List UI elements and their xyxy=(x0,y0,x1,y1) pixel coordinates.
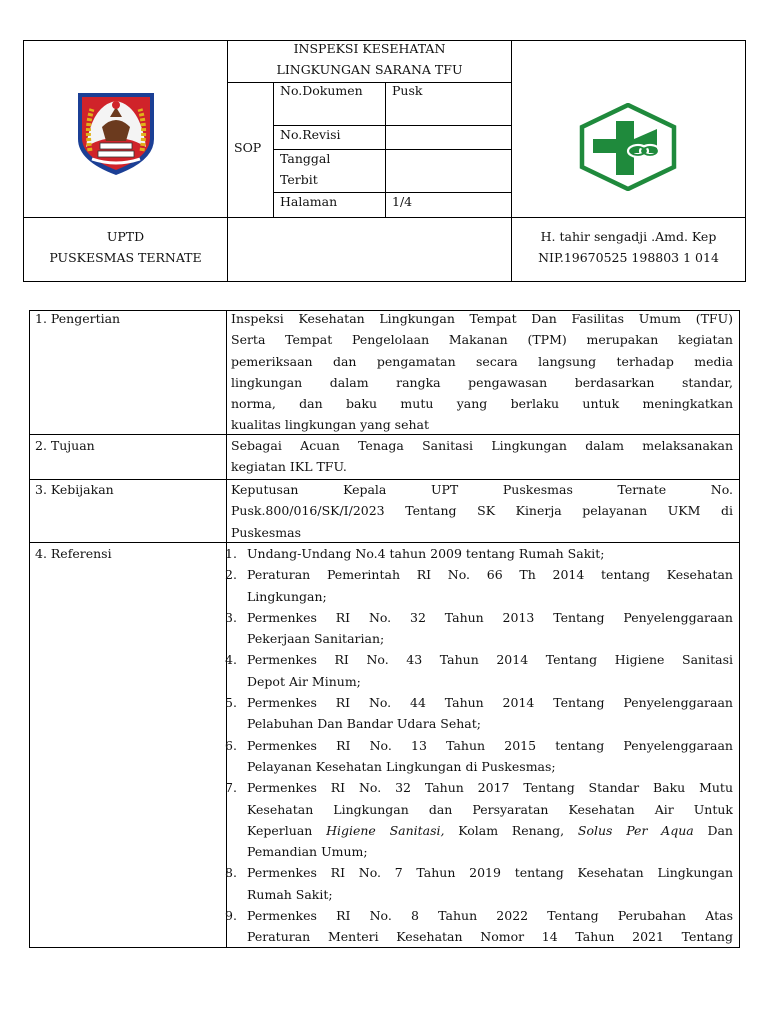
section-body-kebijakan xyxy=(231,479,733,543)
section-label-pengertian: 1. Pengertian xyxy=(35,311,121,326)
reference-item xyxy=(225,777,733,862)
reference-item xyxy=(225,905,733,948)
kebijakan-line: Keputusan Kepala UPT Puskesmas Ternate No. xyxy=(231,482,733,497)
reference-line: Peraturan Pemerintah RI No. 66 Th 2014 tentang Kesehatan xyxy=(247,567,733,583)
reference-item xyxy=(225,862,733,905)
reference-number: 5. xyxy=(225,695,237,711)
reference-line: Pelabuhan Dan Bandar Udara Sehat; xyxy=(247,716,481,732)
pengertian-line: Serta Tempat Pengelolaan Makanan (TPM) merupakan kegiatan xyxy=(231,332,733,348)
section-body-tujuan xyxy=(231,435,733,478)
reference-line: Permenkes RI No. 44 Tahun 2014 Tentang Penyelenggaraan xyxy=(247,695,733,711)
reference-item xyxy=(225,564,733,607)
reference-italic-text: Higiene Sanitasi, xyxy=(326,822,445,838)
reference-item xyxy=(225,543,733,564)
reference-italic-text: Solus Per Aqua xyxy=(577,822,694,838)
reference-line: Undang-Undang No.4 tahun 2009 tentang Rumah Sakit; xyxy=(247,546,605,561)
reference-line: Peraturan Menteri Kesehatan Nomor 14 Tahun 2021 Tentang xyxy=(247,929,733,945)
reference-line: Pemandian Umum; xyxy=(247,844,368,860)
pengertian-line: pemeriksaan dan pengamatan secara langsung terhadap media xyxy=(231,353,733,369)
reference-item xyxy=(225,735,733,778)
signer-nip: NIP.19670525 198803 1 014 xyxy=(538,250,719,265)
reference-text: Kolam Renang, xyxy=(444,822,578,838)
reference-line: Permenkes RI No. 13 Tahun 2015 tentang Penyelenggaraan xyxy=(247,737,733,753)
halaman-label: Halaman xyxy=(280,194,338,209)
reference-line: Depot Air Minum; xyxy=(247,673,361,689)
reference-number: 9. xyxy=(225,908,237,924)
reference-line-mixed xyxy=(247,820,733,841)
tanggal-terbit-label-line2: Terbit xyxy=(280,172,318,187)
sop-label: SOP xyxy=(234,140,262,155)
reference-item xyxy=(225,607,733,650)
puskesmas-logo xyxy=(579,103,677,191)
pengertian-line: Inspeksi Kesehatan Lingkungan Tempat Dan Fasilitas Umum (TFU) xyxy=(231,311,733,326)
reference-line: Permenkes RI No. 43 Tahun 2014 Tentang Higiene Sanitasi xyxy=(247,652,733,668)
reference-number: 6. xyxy=(225,737,237,753)
reference-number: 2. xyxy=(225,567,237,583)
section-body-referensi xyxy=(225,543,733,948)
reference-item xyxy=(225,649,733,692)
reference-number: 8. xyxy=(225,865,237,881)
section-label-tujuan: 2. Tujuan xyxy=(35,438,95,453)
pengertian-line: norma, dan baku mutu yang berlaku untuk meningkatkan xyxy=(231,396,733,412)
doc-title-line1: INSPEKSI KESEHATAN xyxy=(293,41,446,56)
reference-text: Dan xyxy=(693,822,733,838)
reference-line: Kesehatan Lingkungan dan Persyaratan Kesehatan Air Untuk xyxy=(247,801,733,817)
kebijakan-line: Puskesmas xyxy=(231,524,301,540)
reference-line: Pelayanan Kesehatan Lingkungan di Puskesmas; xyxy=(247,758,556,774)
tujuan-line: kegiatan IKL TFU. xyxy=(231,459,347,475)
reference-number: 4. xyxy=(225,652,237,668)
reference-line: Permenkes RI No. 7 Tahun 2019 tentang Kesehatan Lingkungan xyxy=(247,865,733,881)
pengertian-line: lingkungan dalam rangka pengawasan berdasarkan standar, xyxy=(231,374,733,390)
no-dokumen-label: No.Dokumen xyxy=(280,83,363,98)
regency-coat-of-arms-logo xyxy=(72,87,160,177)
section-label-referensi: 4. Referensi xyxy=(35,546,112,561)
reference-line: Permenkes RI No. 32 Tahun 2013 Tentang Penyelenggaraan xyxy=(247,609,733,625)
reference-line: Pekerjaan Sanitarian; xyxy=(247,631,385,647)
reference-number: 1. xyxy=(225,546,237,561)
reference-line: Lingkungan; xyxy=(247,588,327,604)
reference-number: 7. xyxy=(225,780,237,796)
org-line1: UPTD xyxy=(106,229,145,244)
reference-item xyxy=(225,692,733,735)
section-label-kebijakan: 3. Kebijakan xyxy=(35,482,114,497)
section-body-pengertian xyxy=(231,308,733,436)
org-line2: PUSKESMAS TERNATE xyxy=(49,250,202,265)
no-dokumen-value: Pusk xyxy=(392,83,423,98)
tujuan-line: Sebagai Acuan Tenaga Sanitasi Lingkungan dalam melaksanakan xyxy=(231,438,733,453)
signer-name: H. tahir sengadji .Amd. Kep xyxy=(540,229,717,244)
halaman-value: 1/4 xyxy=(392,194,413,209)
no-revisi-label: No.Revisi xyxy=(280,127,341,142)
reference-text: Keperluan xyxy=(247,822,327,838)
reference-line: Permenkes RI No. 8 Tahun 2022 Tentang Perubahan Atas xyxy=(247,908,733,924)
reference-line: Permenkes RI No. 32 Tahun 2017 Tentang Standar Baku Mutu xyxy=(247,780,733,796)
reference-number: 3. xyxy=(225,609,237,625)
tanggal-terbit-label-line1: Tanggal xyxy=(280,151,331,166)
pengertian-line: kualitas lingkungan yang sehat xyxy=(231,417,430,433)
doc-title-line2: LINGKUNGAN SARANA TFU xyxy=(276,62,463,77)
reference-line: Rumah Sakit; xyxy=(247,886,333,902)
kebijakan-line: Pusk.800/016/SK/I/2023 Tentang SK Kinerja pelayanan UKM di xyxy=(231,503,733,519)
